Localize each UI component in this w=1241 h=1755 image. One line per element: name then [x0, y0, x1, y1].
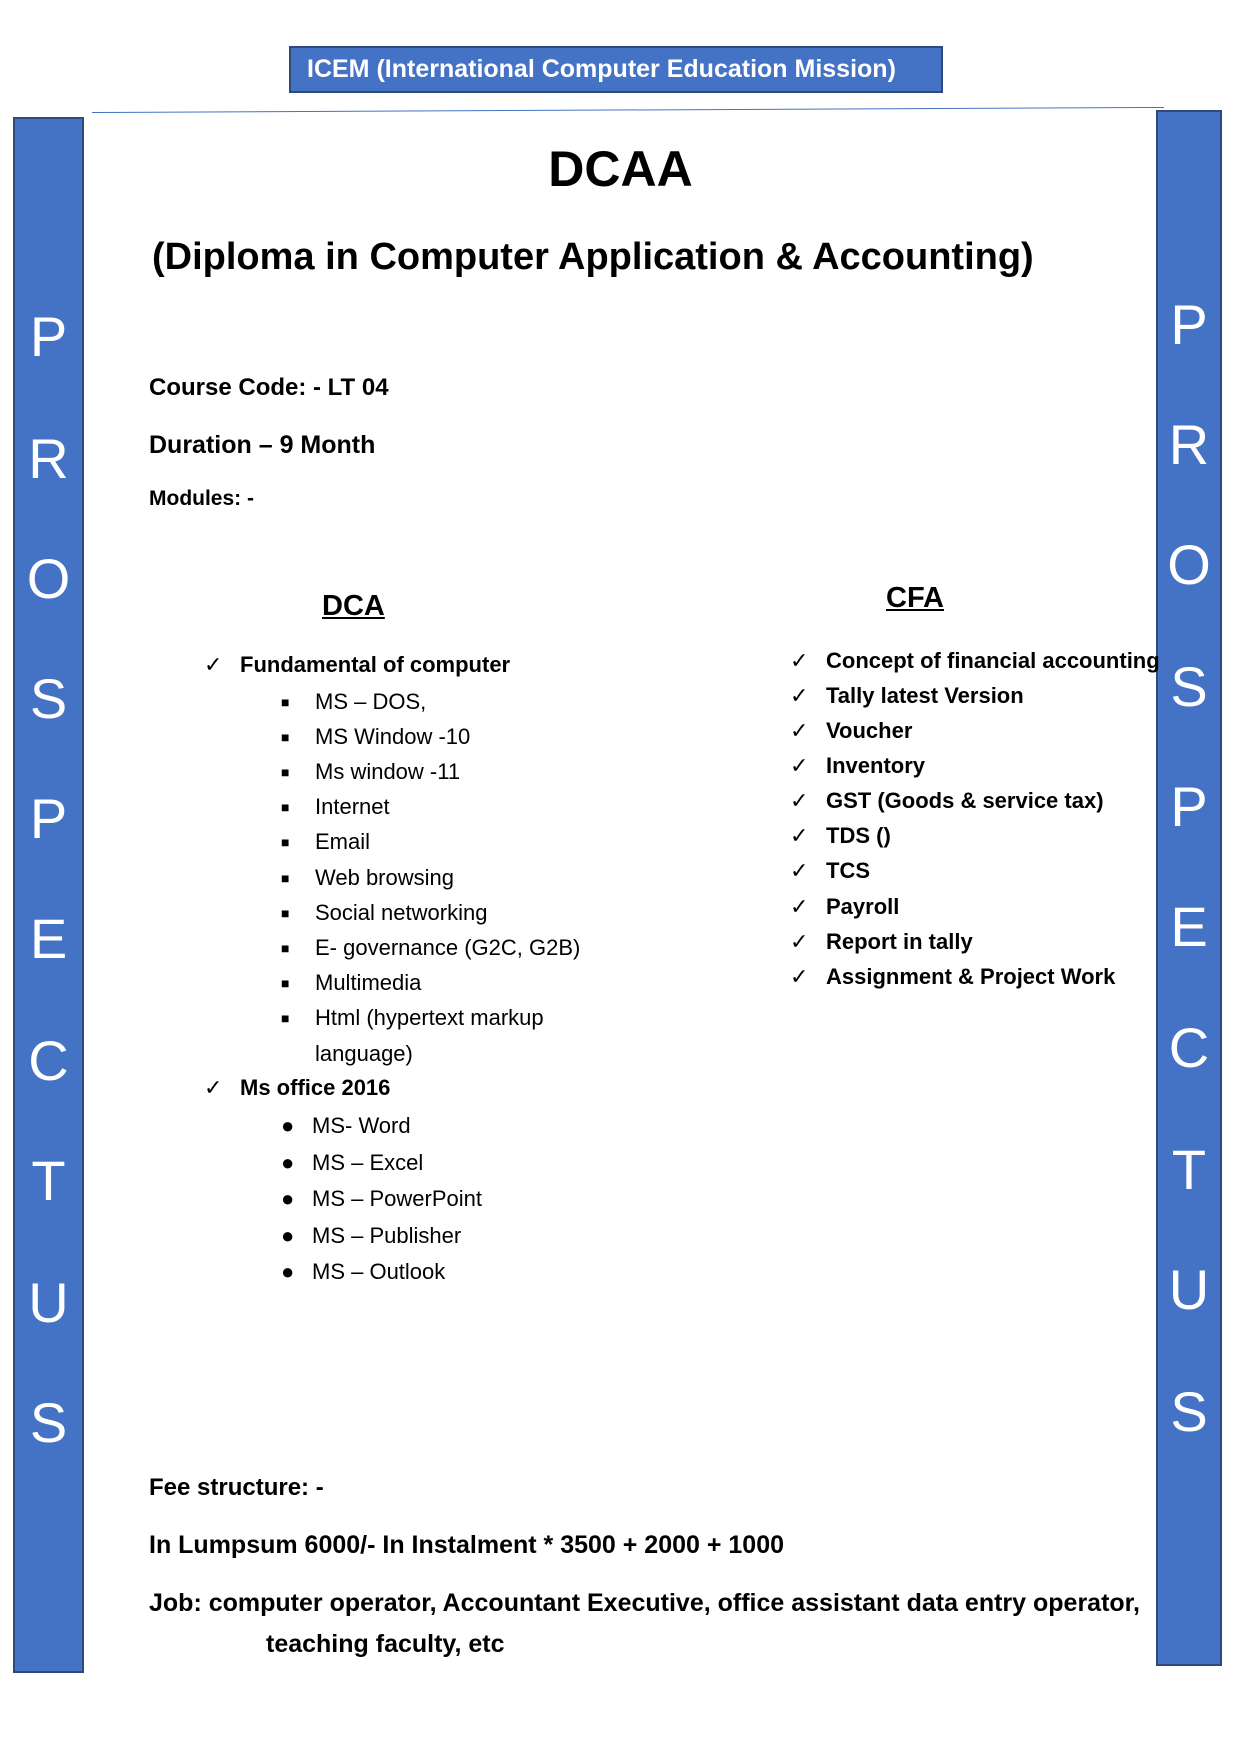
- list-item: ● MS – Excel: [281, 1150, 424, 1175]
- fee-detail: In Lumpsum 6000/- In Instalment * 3500 + 2000 + 1000: [149, 1531, 785, 1559]
- square-bullet-icon: ■: [281, 834, 290, 850]
- list-item: ✓ Tally latest Version: [790, 683, 1024, 708]
- list-item: ✓ TDS (): [790, 823, 891, 848]
- list-item: ■ E- governance (G2C, G2B): [281, 935, 581, 960]
- dca-heading: DCA: [322, 590, 385, 622]
- banner-letter: O: [26, 547, 71, 610]
- square-bullet-icon: ■: [281, 1010, 290, 1026]
- check-icon: ✓: [790, 683, 809, 708]
- banner-letter: E: [29, 907, 68, 970]
- banner-letter: E: [1170, 895, 1208, 958]
- check-icon: ✓: [790, 648, 809, 673]
- round-bullet-icon: ●: [281, 1186, 295, 1211]
- check-icon: ✓: [790, 823, 809, 848]
- course-duration: Duration – 9 Month: [149, 431, 376, 459]
- banner-letter: C: [28, 1029, 69, 1092]
- check-icon: ✓: [790, 858, 809, 883]
- banner-letter: S: [29, 1391, 68, 1454]
- round-bullet-icon: ●: [281, 1223, 295, 1248]
- list-item: ■ Internet: [281, 794, 390, 819]
- square-bullet-icon: ■: [281, 905, 290, 921]
- list-item: ✓ GST (Goods & service tax): [790, 788, 1104, 813]
- banner-letter: C: [1168, 1016, 1210, 1079]
- check-icon: ✓: [790, 894, 809, 919]
- square-bullet-icon: ■: [281, 975, 290, 991]
- course-subtitle: (Diploma in Computer Application & Accounting): [152, 236, 1034, 278]
- check-icon: ✓: [204, 1075, 223, 1100]
- check-icon: ✓: [790, 964, 809, 989]
- list-item: ✓ Payroll: [790, 894, 900, 919]
- check-icon: ✓: [790, 718, 809, 743]
- banner-letter: T: [1171, 1138, 1207, 1201]
- square-bullet-icon: ■: [281, 870, 290, 886]
- banner-letter: U: [1168, 1258, 1210, 1321]
- list-item: ■ Social networking: [281, 900, 488, 925]
- banner-letter: P: [29, 305, 68, 368]
- dca-group-ms-office: [204, 1075, 391, 1101]
- list-item: ● MS- Word: [281, 1113, 411, 1138]
- list-item: ■ MS – DOS,: [281, 689, 427, 714]
- square-bullet-icon: ■: [281, 694, 290, 710]
- cfa-heading: CFA: [886, 582, 944, 614]
- list-item: ✓ Report in tally: [790, 929, 973, 954]
- list-item: ● MS – Outlook: [281, 1259, 446, 1284]
- square-bullet-icon: ■: [281, 799, 290, 815]
- list-item: ■ Multimedia: [281, 970, 422, 995]
- banner-letter: R: [28, 427, 69, 490]
- header-org-banner: ICEM (International Computer Education Mission): [289, 46, 943, 93]
- banner-letter: P: [1170, 775, 1208, 838]
- dca-group-fundamentals: [204, 652, 511, 678]
- list-item: ■ Html (hypertext markup: [281, 1005, 544, 1030]
- banner-letter: R: [1168, 413, 1210, 476]
- banner-letter: P: [1170, 293, 1208, 356]
- square-bullet-icon: ■: [281, 764, 290, 780]
- banner-letter: S: [1170, 655, 1208, 718]
- list-item: ✓ Concept of financial accounting: [790, 648, 1160, 673]
- check-icon: ✓: [204, 652, 223, 677]
- fee-structure-label: Fee structure: -: [149, 1474, 324, 1501]
- check-icon: ✓: [790, 929, 809, 954]
- list-item: ✓ Inventory: [790, 753, 926, 778]
- check-icon: ✓: [790, 753, 809, 778]
- list-item: ■ Ms window -11: [281, 759, 461, 784]
- top-divider: [92, 107, 1164, 113]
- banner-letter: S: [29, 667, 68, 730]
- banner-letter: T: [31, 1149, 66, 1212]
- right-prospectus-banner: [1156, 110, 1222, 1666]
- banner-letter: U: [28, 1271, 69, 1334]
- left-prospectus-banner: [13, 117, 84, 1673]
- course-code: Course Code: - LT 04: [149, 374, 389, 401]
- list-item: ✓ TCS: [790, 858, 870, 883]
- modules-label: Modules: -: [149, 487, 254, 510]
- banner-letter: P: [29, 787, 68, 850]
- list-item: ■ Web browsing: [281, 865, 454, 890]
- list-item: ■ Email: [281, 829, 371, 854]
- square-bullet-icon: ■: [281, 729, 290, 745]
- job-line-1: Job: computer operator, Accountant Executive, office assistant data entry operator,: [149, 1589, 1140, 1617]
- check-icon: ✓: [790, 788, 809, 813]
- list-item: ● MS – PowerPoint: [281, 1186, 482, 1211]
- round-bullet-icon: ●: [281, 1150, 295, 1175]
- banner-letter: S: [1170, 1380, 1208, 1443]
- group-label: Fundamental of computer: [240, 652, 511, 677]
- group-label: Ms office 2016: [240, 1075, 391, 1100]
- round-bullet-icon: ●: [281, 1259, 295, 1284]
- round-bullet-icon: ●: [281, 1113, 295, 1138]
- list-item: ✓ Assignment & Project Work: [790, 964, 1116, 989]
- course-title: DCAA: [548, 141, 693, 197]
- list-item-continued: language): [315, 1041, 413, 1066]
- banner-letter: O: [1167, 533, 1211, 596]
- list-item: ✓ Voucher: [790, 718, 913, 743]
- list-item: ■ MS Window -10: [281, 724, 471, 749]
- square-bullet-icon: ■: [281, 940, 290, 956]
- list-item: ● MS – Publisher: [281, 1223, 462, 1248]
- job-line-2: teaching faculty, etc: [266, 1630, 505, 1658]
